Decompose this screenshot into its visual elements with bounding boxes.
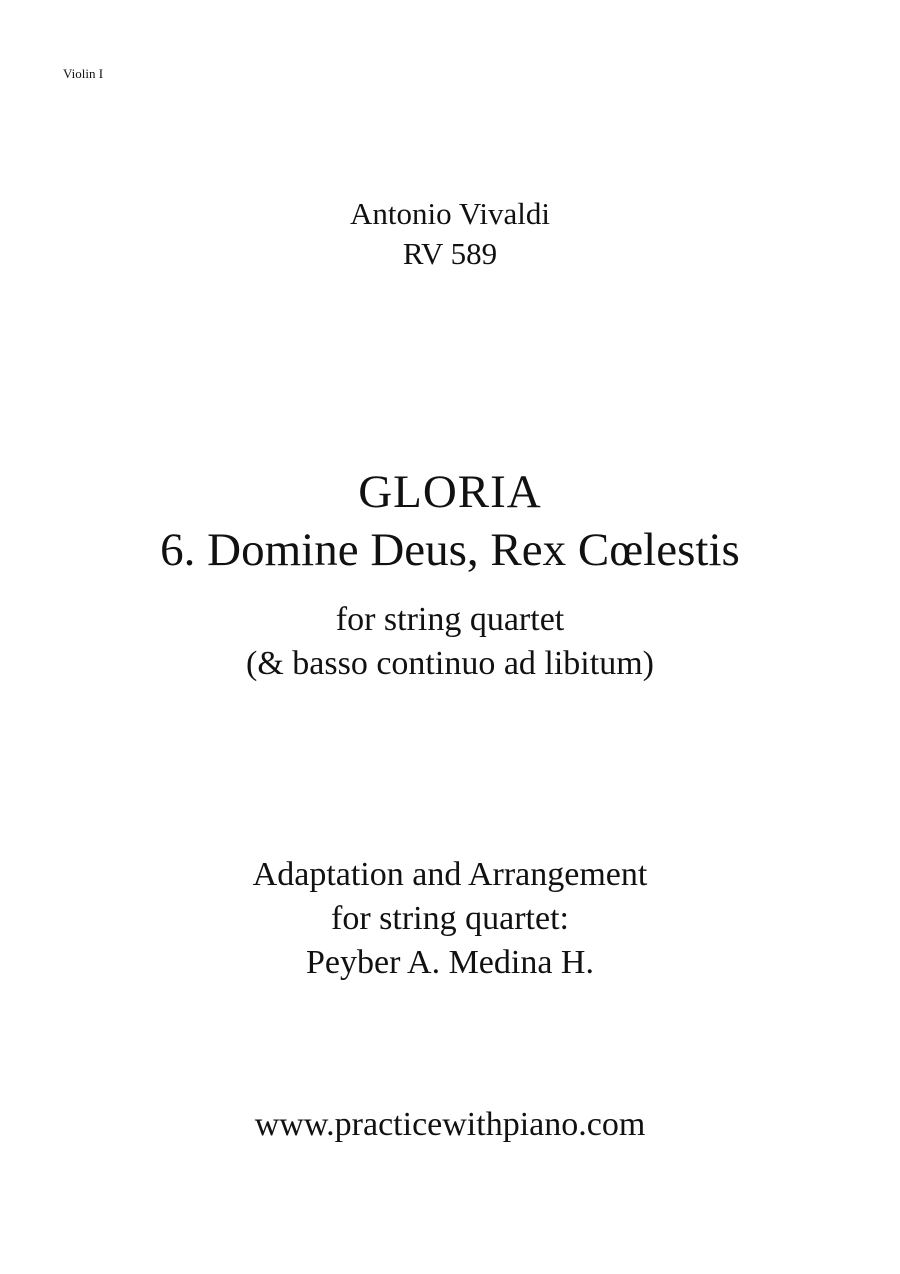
- title-block: [0, 462, 900, 578]
- website-block: [0, 1103, 900, 1147]
- arrangement-block: [0, 853, 900, 985]
- composer-block: [0, 194, 900, 274]
- composer-name: Antonio Vivaldi: [350, 196, 550, 231]
- website-url: www.practicewithpiano.com: [254, 1106, 646, 1143]
- catalog-number: RV 589: [402, 236, 498, 271]
- work-title: GLORIA: [358, 466, 542, 518]
- arrangement-line-2: for string quartet:: [331, 900, 569, 937]
- movement-title: 6. Domine Deus, Rex Cœlestis: [160, 524, 740, 576]
- instrumentation-line-1: for string quartet: [335, 601, 565, 638]
- instrumentation-line-2: (& basso continuo ad libitum): [246, 645, 654, 682]
- part-label: Violin I: [63, 66, 104, 81]
- arrangement-line-1: Adaptation and Arrangement: [252, 856, 648, 893]
- instrumentation-block: [0, 598, 900, 686]
- arranger-name: Peyber A. Medina H.: [305, 944, 594, 981]
